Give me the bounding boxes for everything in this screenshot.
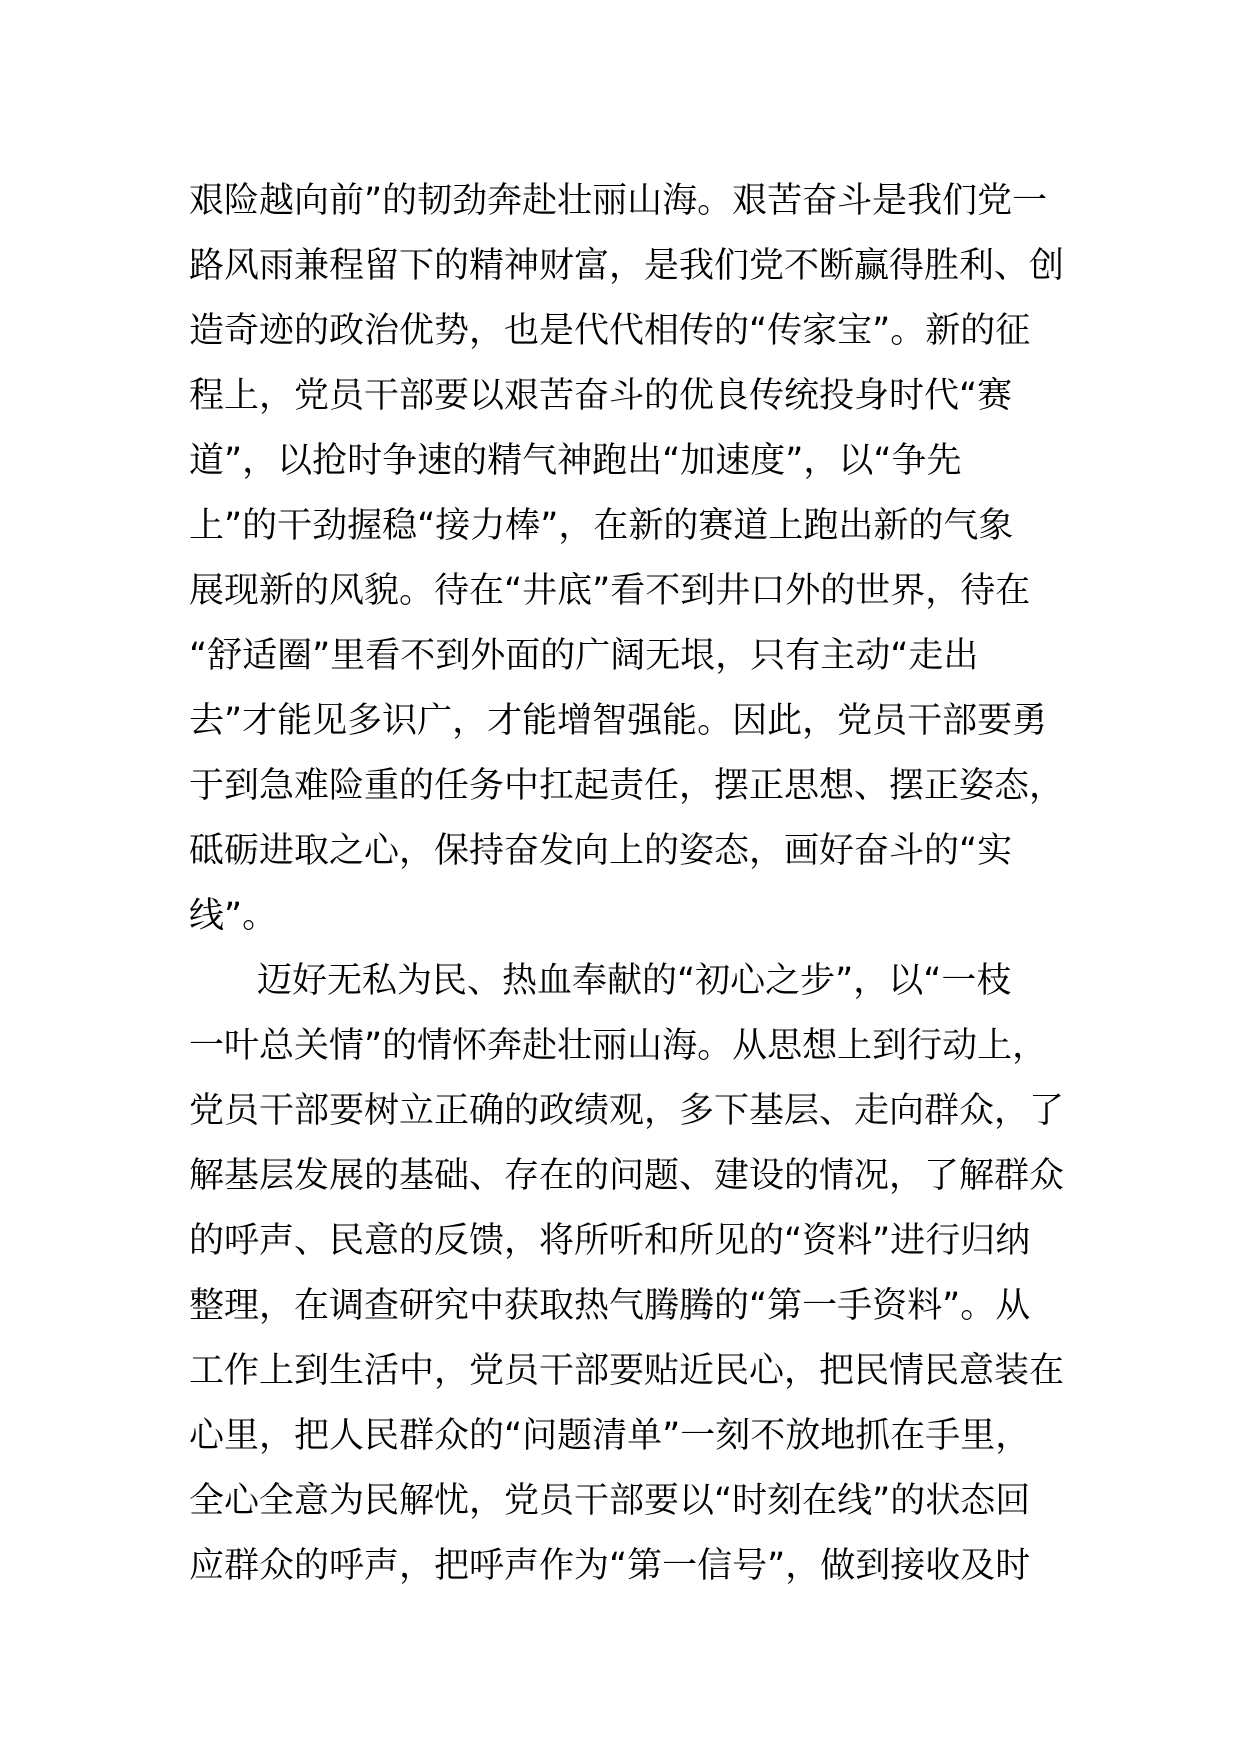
paragraph-1 (189, 169, 1069, 949)
text-line: “舒适圈”里看不到外面的广阔无垠，只有主动“走出 (189, 636, 979, 676)
text-line: 党员干部要树立正确的政绩观，多下基层、走向群众，了 (189, 1091, 1065, 1131)
text-line: 砥砺进取之心，保持奋发向上的姿态，画好奋斗的“实 (189, 831, 1013, 871)
text-line: 工作上到生活中，党员干部要贴近民心，把民情民意装在 (189, 1351, 1065, 1391)
text-line: 心里，把人民群众的“问题清单”一刻不放地抓在手里， (189, 1416, 1031, 1456)
text-line: 全心全意为民解忧，党员干部要以“时刻在线”的状态回 (189, 1481, 1031, 1521)
text-line: 一叶总关情”的情怀奔赴壮丽山海。从思想上到行动上， (189, 1026, 1048, 1066)
text-line: 整理，在调查研究中获取热气腾腾的“第一手资料”。从 (189, 1286, 1031, 1326)
text-line: 去”才能见多识广，才能增智强能。因此，党员干部要勇 (189, 701, 1048, 741)
body-text (189, 169, 1069, 1599)
text-line-indented: 迈好无私为民、热血奉献的“初心之步”，以“一枝 (257, 961, 1012, 1001)
text-line: 展现新的风貌。待在“井底”看不到井口外的世界，待在 (189, 571, 1031, 611)
text-line: 于到急难险重的任务中扛起责任，摆正思想、摆正姿态， (189, 766, 1065, 806)
text-line: 造奇迹的政治优势，也是代代相传的“传家宝”。新的征 (189, 311, 1031, 351)
text-line: 解基层发展的基础、存在的问题、建设的情况，了解群众 (189, 1156, 1065, 1196)
paragraph-2 (189, 949, 1069, 1599)
text-line: 路风雨兼程留下的精神财富，是我们党不断赢得胜利、创 (189, 246, 1065, 286)
text-line: 上”的干劲握稳“接力棒”，在新的赛道上跑出新的气象 (189, 506, 1014, 546)
text-line: 艰险越向前”的韧劲奔赴壮丽山海。艰苦奋斗是我们党一 (189, 181, 1048, 221)
text-line: 的呼声、民意的反馈，将所听和所见的“资料”进行归纳 (189, 1221, 1031, 1261)
text-line: 应群众的呼声，把呼声作为“第一信号”，做到接收及时 (189, 1546, 1031, 1586)
text-line: 程上，党员干部要以艰苦奋斗的优良传统投身时代“赛 (189, 376, 1013, 416)
text-line: 线”。 (189, 896, 278, 936)
text-line: 道”，以抢时争速的精气神跑出“加速度”，以“争先 (189, 441, 962, 481)
